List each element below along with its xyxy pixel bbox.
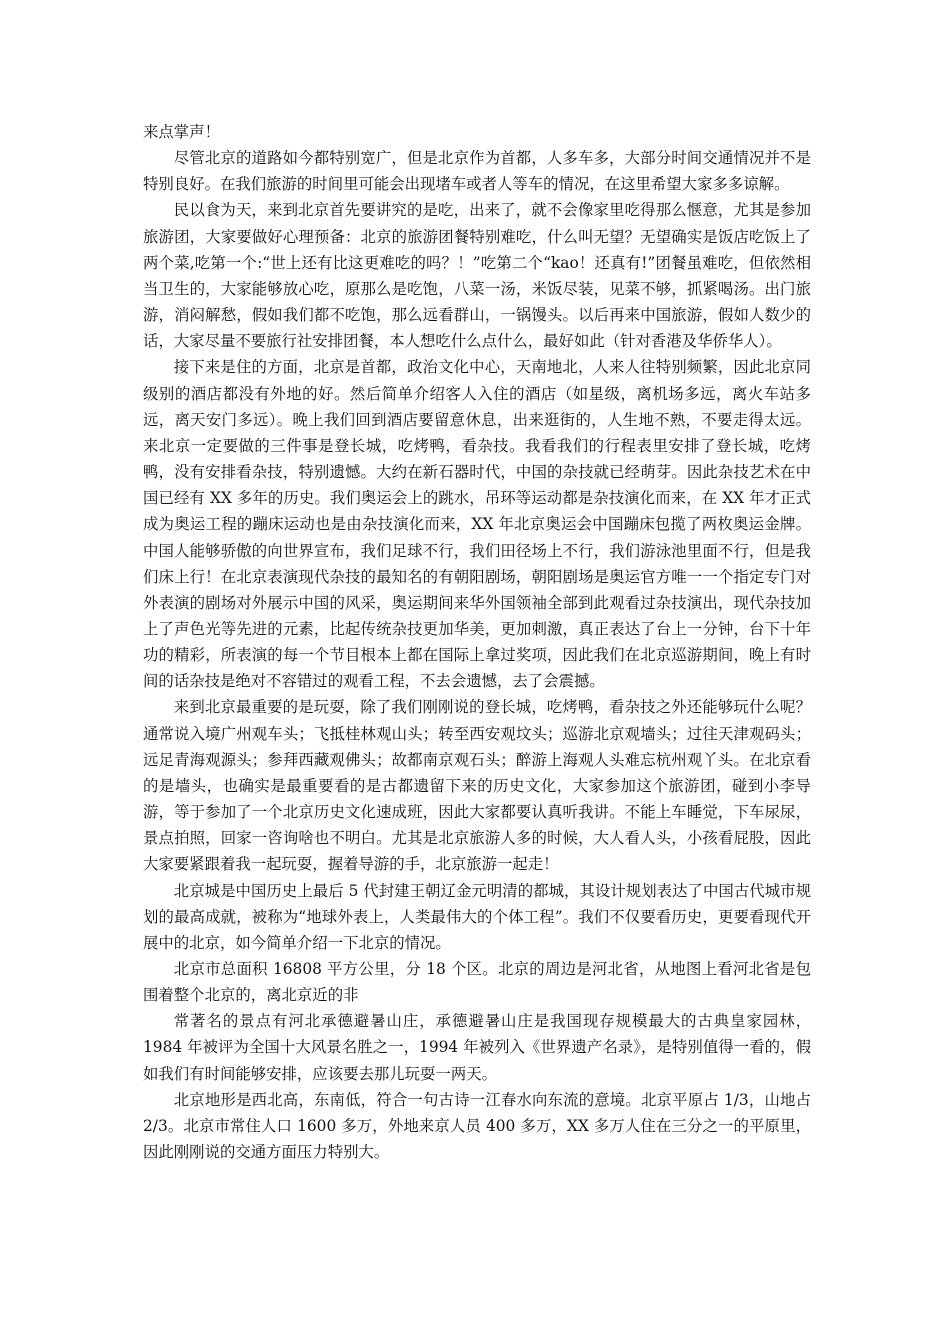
paragraph-beijing-history: 北京城是中国历史上最后 5 代封建王朝辽金元明清的都城，其设计规划表达了中国古代城市规划的最高成就，被称为“地球外表上，人类最伟大的个体工程”。我们不仅要看历史，更要看现代开展中的北京，如今简单介绍一下北京的情况。 — [143, 881, 811, 952]
paragraph-accommodation-acrobatics: 接下来是住的方面，北京是首都，政治文化中心，天南地北，人来人往特别频繁，因此北京同级别的酒店都没有外地的好。然后简单介绍客人入住的酒店（如星级，离机场多远，离火车站多远，离天安门多远）。晚上我们回到酒店要留意休息，出来逛街的，人生地不熟，不要走得太远。来北京一定要做的三件事是登长城，吃烤鸭，看杂技。我看我们的行程表里安排了登长城，吃烤鸭，没有安排看杂技，特别遗憾。大约在新石器时代，中国的杂技就已经萌芽。因此杂技艺术在中国已经有 XX 多年的历史。我们奥运会上的跳水，吊环等运动都是杂技演化而来，在 XX 年才正式成为奥运工程的蹦床运动也是由杂技演化而来，XX 年北京奥运会中国蹦床包揽了两枚奥运金牌。中国人能够骄傲的向世界宣布，我们足球不行，我们田径场上不行，我们游泳池里面不行，但是我们床上行！在北京表演现代杂技的最知名的有朝阳剧场，朝阳剧场是奥运官方唯一一个指定专门对外表演的剧场对外展示中国的风采，奥运期间来华外国领袖全部到此观看过杂技演出，现代杂技加上了声色光等先进的元素，比起传统杂技更加华美，更加刺激，真正表达了台上一分钟，台下十年功的精彩，所表演的每一个节目根本上都在国际上拿过奖项，因此我们在北京巡游期间，晚上有时间的话杂技是绝对不容错过的观看工程，不去会遗憾，去了会震撼。 — [143, 358, 811, 691]
paragraph-beijing-area: 北京市总面积 16808 平方公里，分 18 个区。北京的周边是河北省，从地图上看河北省是包围着整个北京的，离北京近的非 — [143, 960, 811, 1005]
paragraph-sightseeing: 来到北京最重要的是玩耍，除了我们刚刚说的登长城，吃烤鸭，看杂技之外还能够玩什么呢？通常说入境广州观车头；飞抵桂林观山头；转至西安观坟头；巡游北京观墙头；过往天津观码头；远足青海观源头；参拜西藏观佛头；故都南京观石头；醉游上海观人头难忘杭州观丫头。在北京看的是墙头，也确实是最重要看的是古都遗留下来的历史文化，大家参加这个旅游团，碰到小李导游，等于参加了一个北京历史文化速成班，因此大家都要认真听我讲。不能上车睡觉，下车尿尿，景点拍照，回家一咨询啥也不明白。尤其是北京旅游人多的时候，大人看人头，小孩看屁股，因此大家要紧跟着我一起玩耍，握着导游的手，北京旅游一起走！ — [143, 698, 811, 874]
paragraph-applause: 来点掌声！ — [143, 123, 220, 141]
document-body — [143, 119, 811, 1165]
paragraph-chengde-resort: 常著名的景点有河北承德避暑山庄，承德避暑山庄是我国现存规模最大的古典皇家园林，1984 年被评为全国十大风景名胜之一，1994 年被列入《世界遗产名录》，是特别值得一看的，假如我们有时间能够安排，应该要去那儿玩耍一两天。 — [143, 1012, 811, 1083]
paragraph-food: 民以食为天，来到北京首先要讲究的是吃，出来了，就不会像家里吃得那么惬意，尤其是参加旅游团，大家要做好心理预备：北京的旅游团餐特别难吃，什么叫无望？无望确实是饭店吃饭上了两个菜,吃第一个:“世上还有比这更难吃的吗？！”吃第二个“kao！还真有!”团餐虽难吃，但依然相当卫生的，大家能够放心吃，原那么是吃饱，八菜一汤，米饭尽装，见菜不够，抓紧喝汤。出门旅游，消闷解愁，假如我们都不吃饱，那么远看群山，一锅馒头。以后再来中国旅游，假如人数少的话，大家尽量不要旅行社安排团餐，本人想吃什么点什么，最好如此（针对香港及华侨华人）。 — [143, 201, 811, 351]
paragraph-traffic: 尽管北京的道路如今都特别宽广，但是北京作为首都，人多车多，大部分时间交通情况并不是特别良好。在我们旅游的时间里可能会出现堵车或者人等车的情况，在这里希望大家多多谅解。 — [143, 149, 811, 194]
paragraph-terrain-population: 北京地形是西北高，东南低，符合一句古诗一江春水向东流的意境。北京平原占 1/3，山地占 2/3。北京市常住人口 1600 多万，外地来京人员 400 多万，XX 多万人住在三分之一的平原里，因此刚刚说的交通方面压力特别大。 — [143, 1090, 811, 1162]
